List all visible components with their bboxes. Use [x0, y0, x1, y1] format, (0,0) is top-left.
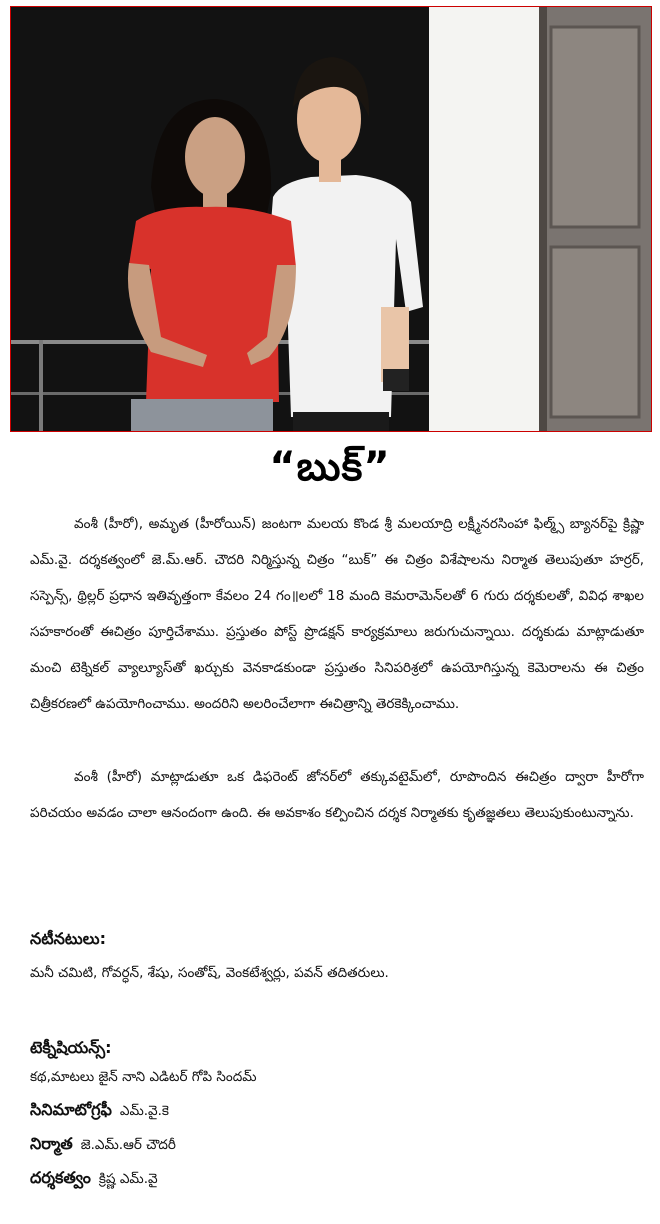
- technicians-heading: టెక్నీషియన్స్:: [30, 1038, 112, 1057]
- cast-list: మనీ చమిటి, గోవర్ధన్, శేషు, సంతోష్, వెంకటేశ్వర్లు, పవన్ తదితరులు.: [30, 965, 389, 981]
- cinematography-credit: [30, 1100, 169, 1123]
- credit-value: జె.ఎమ్.ఆర్ చౌదరీ: [80, 1137, 176, 1153]
- producer-credit: [30, 1134, 176, 1157]
- movie-still-photo: [10, 6, 652, 432]
- credit-value: ఎమ్.వై.కె: [119, 1103, 169, 1119]
- credit-label: నిర్మాత: [30, 1134, 73, 1153]
- director-credit: [30, 1168, 158, 1191]
- credit-label: దర్శకత్వం: [30, 1168, 91, 1187]
- cast-heading: నటీనటులు:: [30, 929, 106, 948]
- article-title: “బుక్”: [269, 444, 391, 490]
- credit-label: సినిమాటోగ్రఫీ: [30, 1100, 112, 1119]
- article-paragraph: వంశీ (హీరో) మాట్లాడుతూ ఒక డిఫరెంట్ జోనర్‌లో తక్కువటైమ్‌లో, రూపొందిన ఈచిత్రం ద్వారా హీరోగా పరిచయం అవడం చాలా ఆనందంగా ఉంది. ఈ అవకాశం కల్పించిన దర్శక నిర్మాతకు కృతజ్ఞతలు తెలుపుకుంటున్నాను.: [30, 769, 644, 821]
- credit-value: క్రిష్ణ ఎమ్.వై: [98, 1171, 158, 1187]
- story-dialogue-editor-credit: కథ,మాటలు జైన్ నాని ఎడిటర్ గోపి సిందమ్: [30, 1069, 257, 1085]
- article-paragraph: వంశీ (హీరో), అమృత (హీరోయిన్) జంటగా మలయ కొండ శ్రీ మలయాద్రి లక్ష్మీనరసింహా ఫిల్మ్స్ బ్యానర్‌పై క్రిష్ణా ఎమ్.వై. దర్శకత్వంలో జె.మ్.ఆర్. చౌదరి నిర్మిస్తున్న చిత్రం “బుక్” ఈ చిత్రం విశేషాలను నిర్మాత తెలుపుతూ హర్రర్, సస్పెన్స్, థ్రిల్లర్ ప్రధాన ఇతివృత్తంగా కేవలం 24 గం॥లలో 18 మంది కెమరామెన్‌లతో 6 గురు దర్శకులతో, వివిధ శాఖల సహకారంతో ఈచిత్రం పూర్తిచేశాము. ప్రస్తుతం పోస్ట్ ప్రొడక్షన్ కార్యక్రమాలు జరుగుచున్నాయి. దర్శకుడు మాట్లాడుతూ మంచి టెక్నికల్ వ్యాల్యూస్‌తో ఖర్చుకు వెనకాడకుండా ప్రస్తుతం సినిపరిశ్రలో ఉపయోగిస్తున్న కెమెరాలను ఈ చిత్రం చిత్రీకరణలో ఉపయోగించాము. అందరిని అలరించేలాగా ఈచిత్రాన్ని తెరకెక్కించాము.: [30, 516, 644, 712]
